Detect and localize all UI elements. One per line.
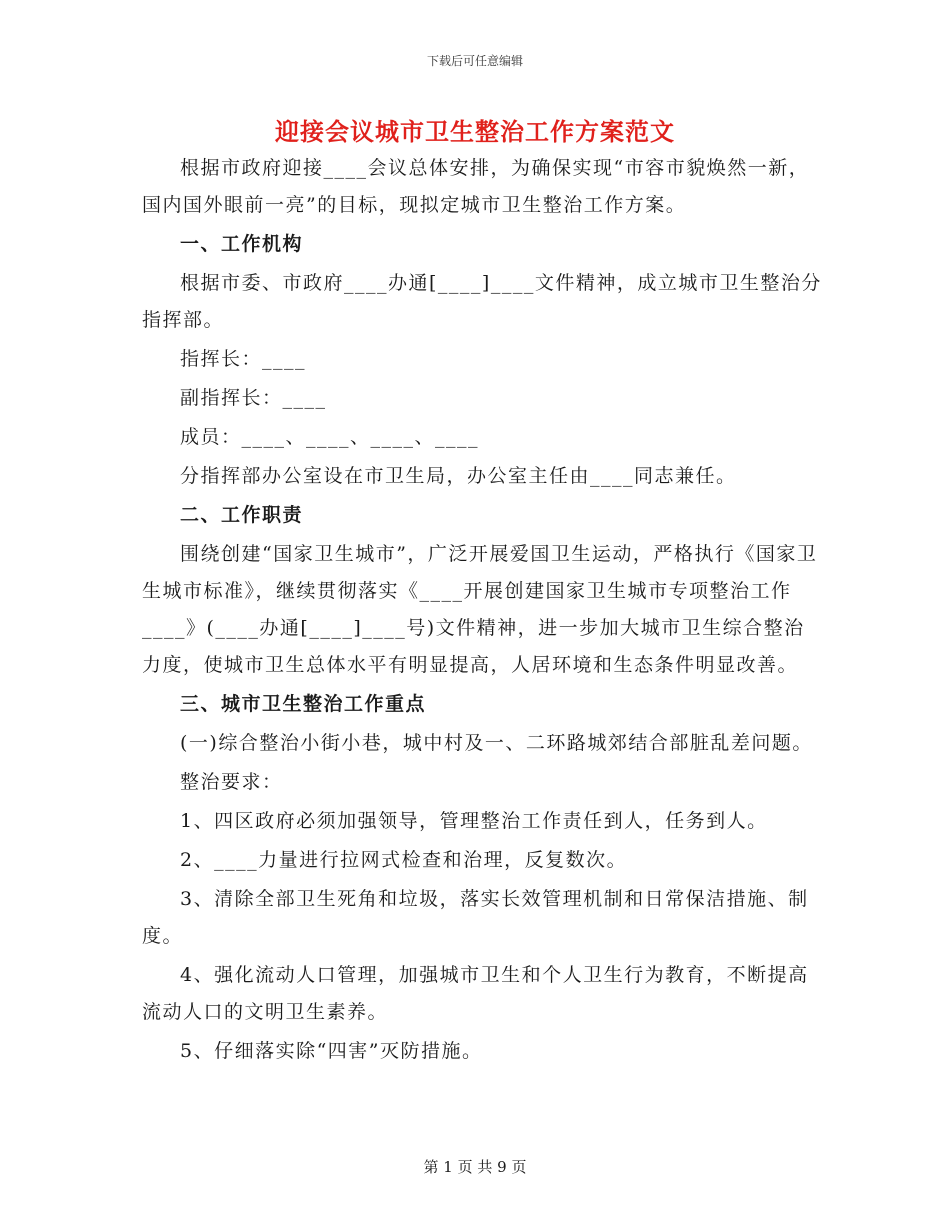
list-item: 2、____力量进行拉网式检查和治理，反复数次。 bbox=[180, 849, 628, 871]
page-number: 第 1 页 共 9 页 bbox=[423, 1158, 527, 1176]
list-item: 3、清除全部卫生死角和垃圾，落实长效管理机制和日常保洁措施、制度。 bbox=[142, 888, 809, 947]
list-item: 5、仔细落实除“四害”灭防措施。 bbox=[180, 1040, 483, 1062]
document-body bbox=[142, 150, 822, 1072]
body-paragraph: 围绕创建“国家卫生城市”，广泛开展爱国卫生运动，严格执行《国家卫生城市标准》，继续贯彻落实《____开展创建国家卫生城市专项整治工作____》(____办通[____]____号)文件精神，进一步加大城市卫生综合整治力度，使城市卫生总体水平有明显提高，人居环境和生态条件明显改善。 bbox=[142, 543, 818, 676]
document-title: 迎接会议城市卫生整治工作方案范文 bbox=[275, 117, 675, 146]
office-line: 分指挥部办公室设在市卫生局，办公室主任由____同志兼任。 bbox=[180, 465, 737, 487]
section-heading-3: 三、城市卫生整治工作重点 bbox=[180, 693, 427, 715]
requirements-label: 整治要求： bbox=[180, 771, 283, 793]
section-heading-1: 一、工作机构 bbox=[180, 233, 304, 255]
section-heading-2: 二、工作职责 bbox=[180, 504, 304, 526]
members-line: 成员：____、____、____、____ bbox=[180, 426, 480, 448]
list-item: 1、四区政府必须加强领导，管理整治工作责任到人，任务到人。 bbox=[180, 810, 768, 832]
commander-line: 指挥长：____ bbox=[180, 348, 307, 370]
deputy-commander-line: 副指挥长：____ bbox=[180, 387, 327, 409]
body-paragraph: 根据市委、市政府____办通[____]____文件精神，成立城市卫生整治分指挥部。 bbox=[142, 272, 822, 331]
header-note: 下载后可任意编辑 bbox=[426, 54, 523, 68]
intro-paragraph: 根据市政府迎接____会议总体安排，为确保实现“市容市貌焕然一新，国内国外眼前一亮”的目标，现拟定城市卫生整治工作方案。 bbox=[142, 157, 810, 216]
body-paragraph: (一)综合整治小街小巷，城中村及一、二环路城郊结合部脏乱差问题。 bbox=[180, 732, 813, 754]
list-item: 4、强化流动人口管理，加强城市卫生和个人卫生行为教育，不断提高流动人口的文明卫生素养。 bbox=[142, 964, 809, 1023]
